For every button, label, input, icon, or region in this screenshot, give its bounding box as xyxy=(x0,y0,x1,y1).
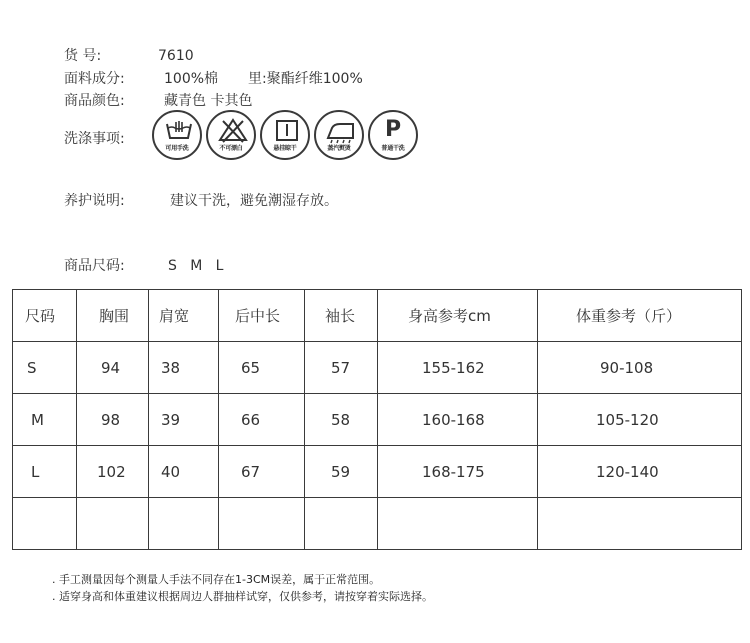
cell-weight: 105-120 xyxy=(538,394,742,446)
cell-height xyxy=(378,498,538,550)
header-shoulder: 肩宽 xyxy=(149,290,219,342)
header-sleeve: 袖长 xyxy=(305,290,378,342)
size-row xyxy=(64,255,223,275)
cell-shoulder: 39 xyxy=(149,394,219,446)
size-label: 商品尺码: xyxy=(64,258,125,274)
cell-weight: 120-140 xyxy=(538,446,742,498)
cell-length xyxy=(219,498,305,550)
cell-sleeve: 59 xyxy=(305,446,378,498)
dry-clean-caption: 普通干洗 xyxy=(381,145,405,152)
care-row xyxy=(64,190,338,210)
item-number-label: 货 号: xyxy=(64,48,102,64)
no-bleach-icon xyxy=(206,110,256,160)
cell-weight: 90-108 xyxy=(538,342,742,394)
table-header-row xyxy=(13,290,742,342)
cell-sleeve xyxy=(305,498,378,550)
cell-weight xyxy=(538,498,742,550)
table-row xyxy=(13,394,742,446)
cell-length: 66 xyxy=(219,394,305,446)
care-label: 养护说明: xyxy=(64,193,125,209)
cell-size: S xyxy=(13,342,77,394)
header-chest: 胸围 xyxy=(77,290,149,342)
header-height: 身高参考cm xyxy=(378,290,538,342)
cell-shoulder: 38 xyxy=(149,342,219,394)
dry-clean-letter: P xyxy=(384,117,402,142)
cell-height: 168-175 xyxy=(378,446,538,498)
cell-sleeve: 58 xyxy=(305,394,378,446)
steam-iron-icon xyxy=(314,110,364,160)
wash-label: 洗涤事项: xyxy=(64,131,125,147)
cell-chest: 102 xyxy=(77,446,149,498)
header-weight: 体重参考（斤） xyxy=(538,290,742,342)
cell-chest xyxy=(77,498,149,550)
table-row xyxy=(13,342,742,394)
wash-icons xyxy=(152,110,418,160)
no-bleach-caption: 不可漂白 xyxy=(219,145,243,152)
cell-chest: 94 xyxy=(77,342,149,394)
cell-size xyxy=(13,498,77,550)
header-size: 尺码 xyxy=(13,290,77,342)
color-value: 藏青色 卡其色 xyxy=(164,93,253,109)
item-number-row xyxy=(64,45,194,65)
table-row xyxy=(13,498,742,550)
cell-shoulder: 40 xyxy=(149,446,219,498)
cell-length: 67 xyxy=(219,446,305,498)
cell-length: 65 xyxy=(219,342,305,394)
steam-iron-caption: 蒸汽熨烫 xyxy=(327,145,351,152)
color-label: 商品颜色: xyxy=(64,93,125,109)
size-value: S M L xyxy=(168,258,224,274)
lining-label: 里: xyxy=(248,71,267,87)
cell-chest: 98 xyxy=(77,394,149,446)
hand-wash-icon xyxy=(152,110,202,160)
cell-height: 160-168 xyxy=(378,394,538,446)
fabric-row xyxy=(64,68,363,88)
lining-value: 聚酯纤维100% xyxy=(266,71,363,87)
cell-size: M xyxy=(13,394,77,446)
note-measurement: . 手工测量因每个测量人手法不同存在1-3CM误差，属于正常范围。 xyxy=(52,573,381,586)
cell-shoulder xyxy=(149,498,219,550)
item-number-value: 7610 xyxy=(158,48,194,64)
header-length: 后中长 xyxy=(219,290,305,342)
cell-sleeve: 57 xyxy=(305,342,378,394)
hang-dry-icon xyxy=(260,110,310,160)
color-row xyxy=(64,90,252,110)
care-value: 建议干洗，避免潮湿存放。 xyxy=(170,193,338,209)
size-table xyxy=(12,289,742,550)
table-row xyxy=(13,446,742,498)
hand-wash-caption: 可用手洗 xyxy=(165,145,189,152)
cell-size: L xyxy=(13,446,77,498)
note-fit: . 适穿身高和体重建议根据周边人群抽样试穿，仅供参考，请按穿着实际选择。 xyxy=(52,590,433,603)
fabric-value: 100%棉 xyxy=(164,71,219,87)
cell-height: 155-162 xyxy=(378,342,538,394)
hang-dry-caption: 悬挂晾干 xyxy=(273,145,297,152)
fabric-label: 面料成分: xyxy=(64,71,125,87)
dry-clean-icon xyxy=(368,110,418,160)
